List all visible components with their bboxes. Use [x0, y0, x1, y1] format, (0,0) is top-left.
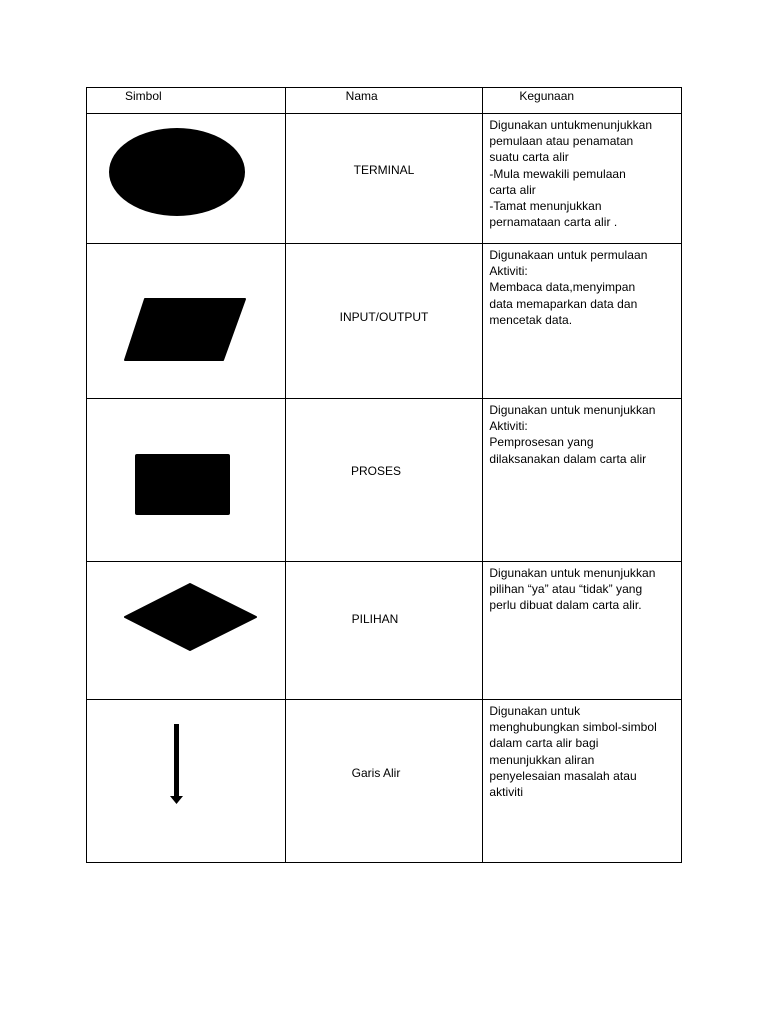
symbol-cell [87, 399, 286, 562]
parallelogram-input-output-icon [87, 244, 285, 398]
symbol-name: INPUT/OUTPUT [339, 310, 429, 324]
diamond-decision-icon [87, 562, 285, 699]
name-cell [286, 700, 484, 863]
header-name-label: Nama [345, 89, 378, 103]
table-row-terminal [87, 114, 682, 244]
symbol-usage-text: Digunakan untukmenunjukkan pemulaan atau penamatan suatu carta alir -Mula mewakili pemulaan carta alir -Tamat menunjukkan pernamataan carta alir . [489, 118, 653, 230]
symbol-usage-text: Digunakan untuk menunjukkan pilihan “ya” atau “tidak” yang perlu dibuat dalam carta alir. [489, 566, 656, 613]
header-usage-label: Kegunaan [519, 89, 575, 103]
rectangle-process-icon [87, 399, 285, 561]
usage-cell [483, 562, 682, 700]
table-header-row [87, 88, 682, 114]
symbol-usage-text: Digunakan untuk menunjukkan Aktiviti: Pemprosesan yang dilaksanakan dalam carta alir [489, 403, 656, 466]
usage-cell [483, 399, 682, 562]
symbol-usage-text: Digunakan untuk menghubungkan simbol-simbol dalam carta alir bagi menunjukkan aliran penyelesaian masalah atau aktiviti [489, 704, 657, 800]
symbol-name: Garis Alir [351, 766, 401, 780]
usage-cell [483, 114, 682, 244]
symbol-cell [87, 244, 286, 399]
header-symbol-label: Simbol [125, 89, 162, 103]
symbol-usage-text: Digunakaan untuk permulaan Aktiviti: Membaca data,menyimpan data memaparkan data dan mencetak data. [489, 248, 648, 327]
flowchart-symbols-table [86, 87, 682, 863]
table-row-proses [87, 399, 682, 562]
oval-terminal-icon [87, 114, 285, 243]
usage-cell [483, 244, 682, 399]
usage-cell [483, 700, 682, 863]
header-cell-usage [483, 88, 682, 114]
symbol-cell [87, 700, 286, 863]
table-row-garis-alir [87, 700, 682, 863]
symbol-cell [87, 114, 286, 244]
name-cell [286, 562, 484, 700]
table-row-input-output [87, 244, 682, 399]
header-cell-symbol [87, 88, 286, 114]
table-row-pilihan [87, 562, 682, 700]
symbol-name: PROSES [351, 464, 402, 478]
arrow-down-flowline-icon [87, 700, 285, 862]
name-cell [286, 399, 484, 562]
symbol-name: PILIHAN [351, 612, 399, 626]
header-cell-name [286, 88, 484, 114]
name-cell [286, 114, 484, 244]
name-cell [286, 244, 484, 399]
symbol-name: TERMINAL [353, 163, 415, 177]
symbol-cell [87, 562, 286, 700]
